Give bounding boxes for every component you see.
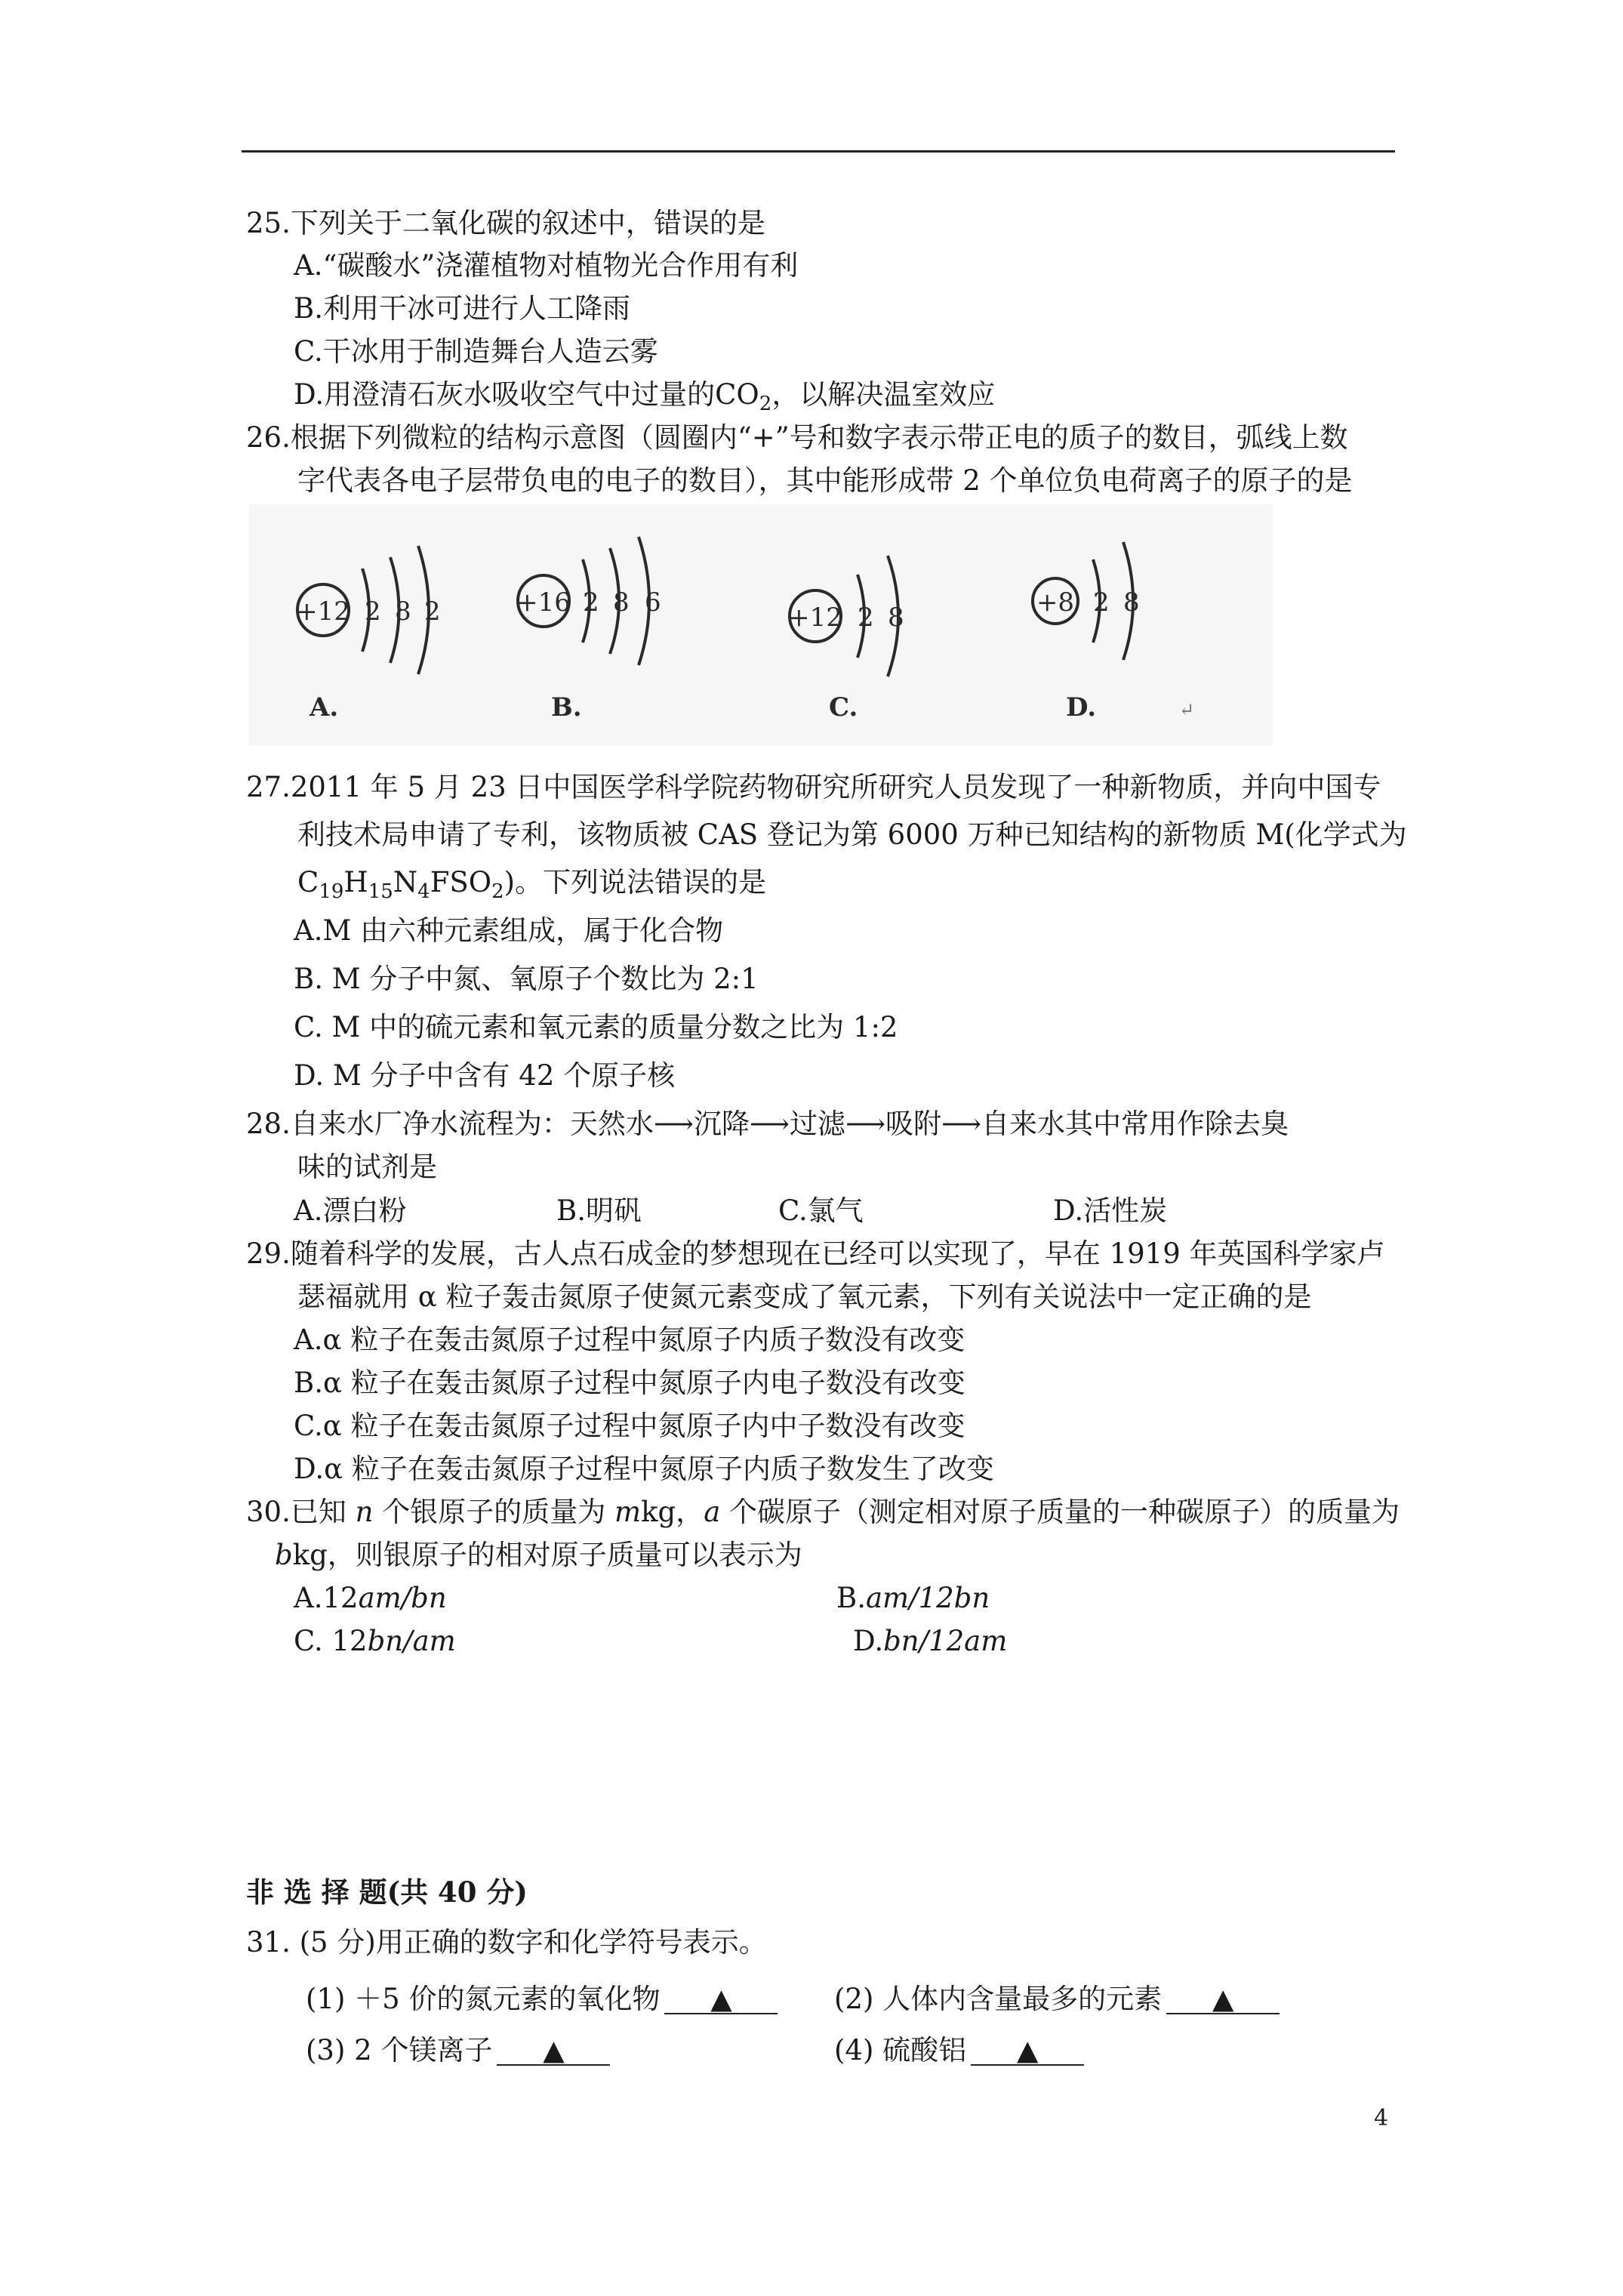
- diagram-d: [1033, 542, 1140, 723]
- svg-text:8: 8: [1123, 587, 1140, 618]
- q30-line2: bkg，则银原子的相对原子质量可以表示为: [275, 1539, 802, 1571]
- diagram-d-label: D.: [1066, 692, 1097, 723]
- q25-option-d: D.用澄清石灰水吸收空气中过量的$CO_2$，以解决温室效应: [294, 378, 996, 415]
- q30-line1: 30.已知 n 个银原子的质量为 mkg，a 个碳原子（测定相对原子质量的一种碳原子）的质量为: [246, 1496, 1400, 1528]
- answer-blank: ▲: [971, 2037, 1084, 2066]
- diagram-c: [788, 556, 904, 723]
- q25-option-a: A.“碳酸水”浇灌植物对植物光合作用有利: [294, 249, 799, 282]
- q25-option-c: C.干冰用于制造舞台人造云雾: [294, 335, 658, 368]
- q28-option-b: B.明矾: [556, 1194, 642, 1227]
- diagram-b: [516, 537, 661, 723]
- diagram-a: [296, 546, 441, 723]
- q25-stem: 25.下列关于二氧化碳的叙述中，错误的是: [246, 207, 765, 239]
- q31-item-2: (2) 人体内含量最多的元素 ▲: [834, 1981, 1280, 2017]
- section-title: 非 选 择 题(共 40 分): [246, 1875, 528, 1909]
- q28-option-d: D.活性炭: [1053, 1194, 1168, 1227]
- q31-item-1: (1) ＋5 价的氮元素的氧化物 ▲: [306, 1981, 778, 2017]
- return-mark: ↵: [1179, 699, 1195, 720]
- answer-blank: ▲: [1166, 1986, 1280, 2014]
- svg-text:6: 6: [645, 587, 661, 618]
- svg-text:2: 2: [365, 596, 381, 627]
- diagram-a-nucleus: +12: [296, 596, 350, 627]
- svg-text:2: 2: [583, 587, 599, 618]
- answer-blank: ▲: [497, 2037, 610, 2066]
- q26-stem-line2: 字代表各电子层带负电的电子的数目），其中能形成带 2 个单位负电荷离子的原子的是: [297, 464, 1353, 497]
- q30-option-a: A.12am/bn: [294, 1582, 447, 1614]
- svg-text:2: 2: [1093, 587, 1110, 618]
- answer-blank: ▲: [664, 1986, 778, 2014]
- q31-item-4: (4) 硫酸铝 ▲: [834, 2032, 1084, 2069]
- q27-line2: 利技术局申请了专利，该物质被 CAS 登记为第 6000 万种已知结构的新物质 M(化学式为: [297, 818, 1407, 851]
- q30-option-b: B.am/12bn: [836, 1582, 990, 1614]
- diagram-c-nucleus: +12: [788, 603, 842, 633]
- header-rule: [242, 150, 1395, 153]
- diagram-b-nucleus: +16: [516, 587, 571, 618]
- q29-option-b: B.α 粒子在轰击氮原子过程中氮原子内电子数没有改变: [294, 1367, 965, 1399]
- q27-line3: $C_{19}H_{15}N_4FSO_2$)。下列说法错误的是: [297, 866, 767, 903]
- atomic-structure-figure: [249, 504, 1273, 746]
- q28-option-c: C.氯气: [778, 1194, 864, 1227]
- q29-line1: 29.随着科学的发展，古人点石成金的梦想现在已经可以实现了，早在 1919 年英国科学家卢: [246, 1237, 1385, 1270]
- diagram-d-nucleus: +8: [1036, 587, 1075, 618]
- q31-stem: 31. (5 分)用正确的数字和化学符号表示。: [246, 1926, 767, 1959]
- q27-line1: 27.2011 年 5 月 23 日中国医学科学院药物研究所研究人员发现了一种新物质，并向中国专: [246, 771, 1381, 803]
- q28-line2: 味的试剂是: [297, 1151, 437, 1183]
- svg-text:8: 8: [613, 587, 630, 618]
- q31-item-3: (3) 2 个镁离子 ▲: [306, 2032, 610, 2069]
- svg-text:8: 8: [888, 603, 904, 633]
- diagram-a-label: A.: [310, 692, 339, 723]
- q28-option-a: A.漂白粉: [294, 1194, 407, 1227]
- q27-option-d: D. M 分子中含有 42 个原子核: [294, 1059, 676, 1092]
- q28-line1: 28.自来水厂净水流程为：天然水⟶沉降⟶过滤⟶吸附⟶自来水其中常用作除去臭: [246, 1108, 1289, 1140]
- svg-text:2: 2: [858, 603, 874, 633]
- q30-option-c: C. 12bn/am: [294, 1625, 456, 1657]
- svg-text:2: 2: [424, 596, 441, 627]
- q27-option-c: C. M 中的硫元素和氧元素的质量分数之比为 1:2: [294, 1011, 898, 1043]
- q25-option-b: B.利用干冰可进行人工降雨: [294, 292, 630, 325]
- q29-option-c: C.α 粒子在轰击氮原子过程中氮原子内中子数没有改变: [294, 1410, 965, 1442]
- q29-option-d: D.α 粒子在轰击氮原子过程中氮原子内质子数发生了改变: [294, 1453, 994, 1485]
- diagram-b-label: B.: [551, 692, 582, 723]
- q29-line2: 瑟福就用 α 粒子轰击氮原子使氮元素变成了氧元素，下列有关说法中一定正确的是: [297, 1281, 1312, 1313]
- page-number: 4: [1374, 2105, 1389, 2131]
- q26-stem-line1: 26.根据下列微粒的结构示意图（圆圈内“+”号和数字表示带正电的质子的数目，弧线上数: [246, 421, 1348, 454]
- q29-option-a: A.α 粒子在轰击氮原子过程中氮原子内质子数没有改变: [294, 1324, 965, 1356]
- svg-text:8: 8: [395, 596, 411, 627]
- diagram-c-label: C.: [829, 692, 858, 723]
- q27-option-a: A.M 由六种元素组成，属于化合物: [294, 914, 724, 947]
- q27-option-b: B. M 分子中氮、氧原子个数比为 2:1: [294, 963, 759, 995]
- q30-option-d: D.bn/12am: [853, 1625, 1008, 1657]
